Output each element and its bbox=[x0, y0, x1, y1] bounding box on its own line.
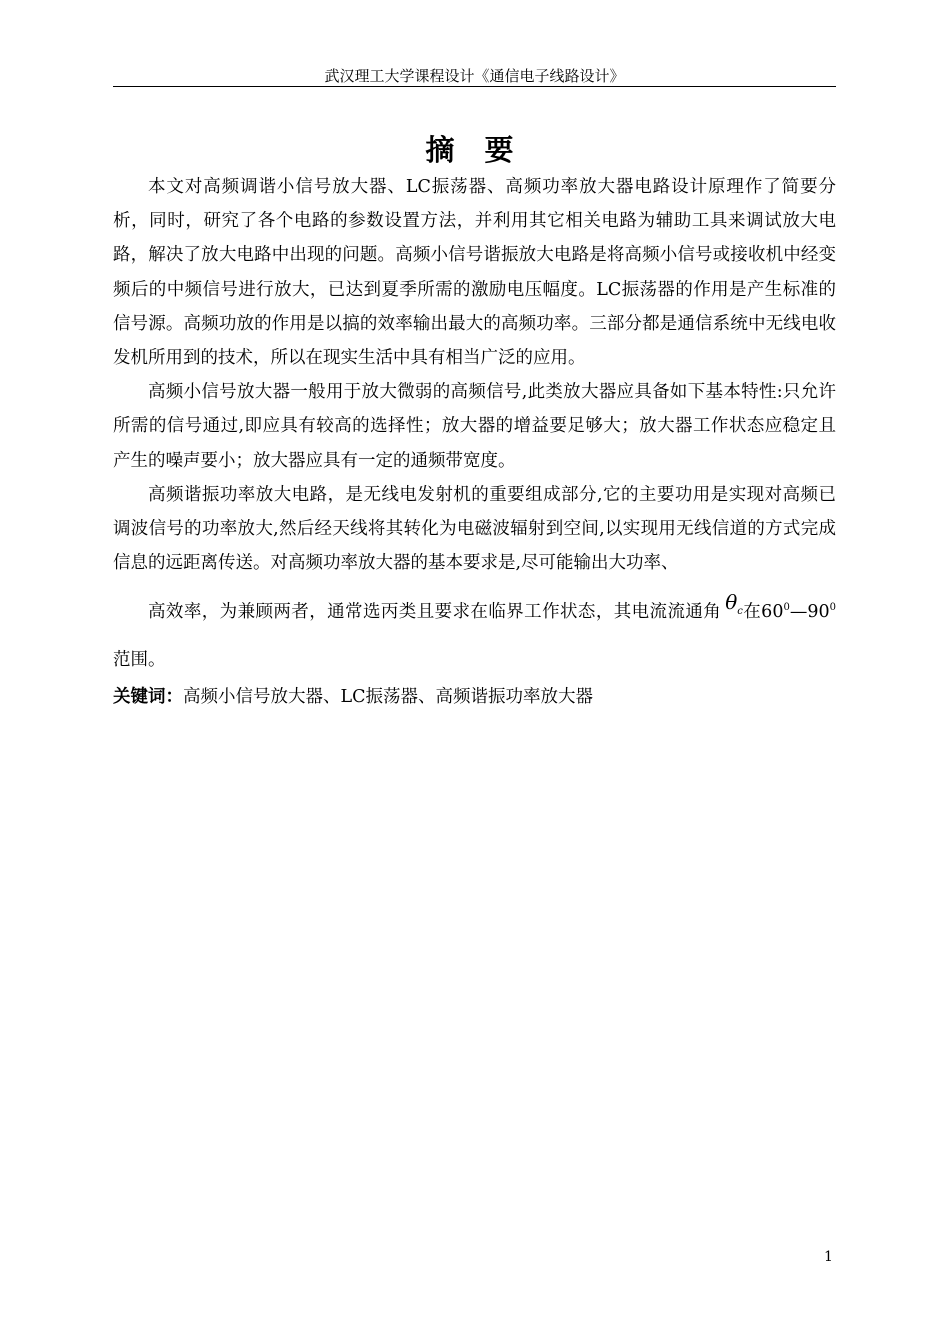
paragraph-3-text-4: —90 bbox=[789, 602, 830, 623]
keywords-line bbox=[113, 680, 836, 714]
abstract-paragraph-2: 高频小信号放大器一般用于放大微弱的高频信号,此类放大器应具备如下基本特性:只允许所需的信号通过,即应具有较高的选择性；放大器的增益要足够大；放大器工作状态应稳定且产生的噪声要小；放大器应具有一定的通频带宽度。 bbox=[113, 382, 836, 471]
theta-glyph: θ bbox=[725, 590, 738, 615]
paragraph-3-math-line bbox=[113, 590, 836, 680]
paragraph-3-text-3: 在60 bbox=[742, 602, 784, 623]
page-number: 1 bbox=[824, 1249, 833, 1265]
paragraph-3-text-5: 范围。 bbox=[113, 650, 166, 671]
degree-superscript-1: 0 bbox=[783, 602, 790, 614]
theta-subscript: c bbox=[737, 606, 743, 618]
keywords-text: 高频小信号放大器、LC振荡器、高频谐振功率放大器 bbox=[183, 687, 594, 708]
running-header: 武汉理工大学课程设计《通信电子线路设计》 bbox=[324, 67, 625, 85]
abstract-body bbox=[113, 170, 836, 715]
paragraph-3-text: 高频谐振功率放大电路，是无线电发射机的重要组成部分,它的主要功用是实现对高频已调波信号的功率放大,然后经天线将其转化为电磁波辐射到空间,以实现用无线信道的方式完成信息的远距离传送。对高频功率放大器的基本要求是,尽可能输出大功率、 bbox=[113, 484, 836, 574]
header-rule bbox=[113, 86, 836, 87]
keywords-label: 关键词： bbox=[113, 687, 183, 708]
abstract-paragraph-3 bbox=[113, 478, 836, 681]
paragraph-3-text-2: 高效率，为兼顾两者，通常选丙类且要求在临界工作状态，其电流流通角 bbox=[148, 602, 722, 623]
abstract-paragraph-1: 本文对高频调谐小信号放大器、LC振荡器、高频功率放大器电路设计原理作了简要分析，同时，研究了各个电路的参数设置方法，并利用其它相关电路为辅助工具来调试放大电路，解决了放大电路中出现的问题。高频小信号谐振放大电路是将高频小信号或接收机中经变频后的中频信号进行放大，已达到夏季所需的激励电压幅度。LC振荡器的作用是产生标准的信号源。高频功放的作用是以搞的效率输出最大的高频功率。三部分都是通信系统中无线电收发机所用到的技术，所以在现实生活中具有相当广泛的应用。 bbox=[113, 177, 836, 369]
degree-superscript-2: 0 bbox=[829, 602, 836, 614]
theta-c-symbol bbox=[725, 590, 743, 618]
abstract-title: 摘 要 bbox=[425, 133, 524, 167]
